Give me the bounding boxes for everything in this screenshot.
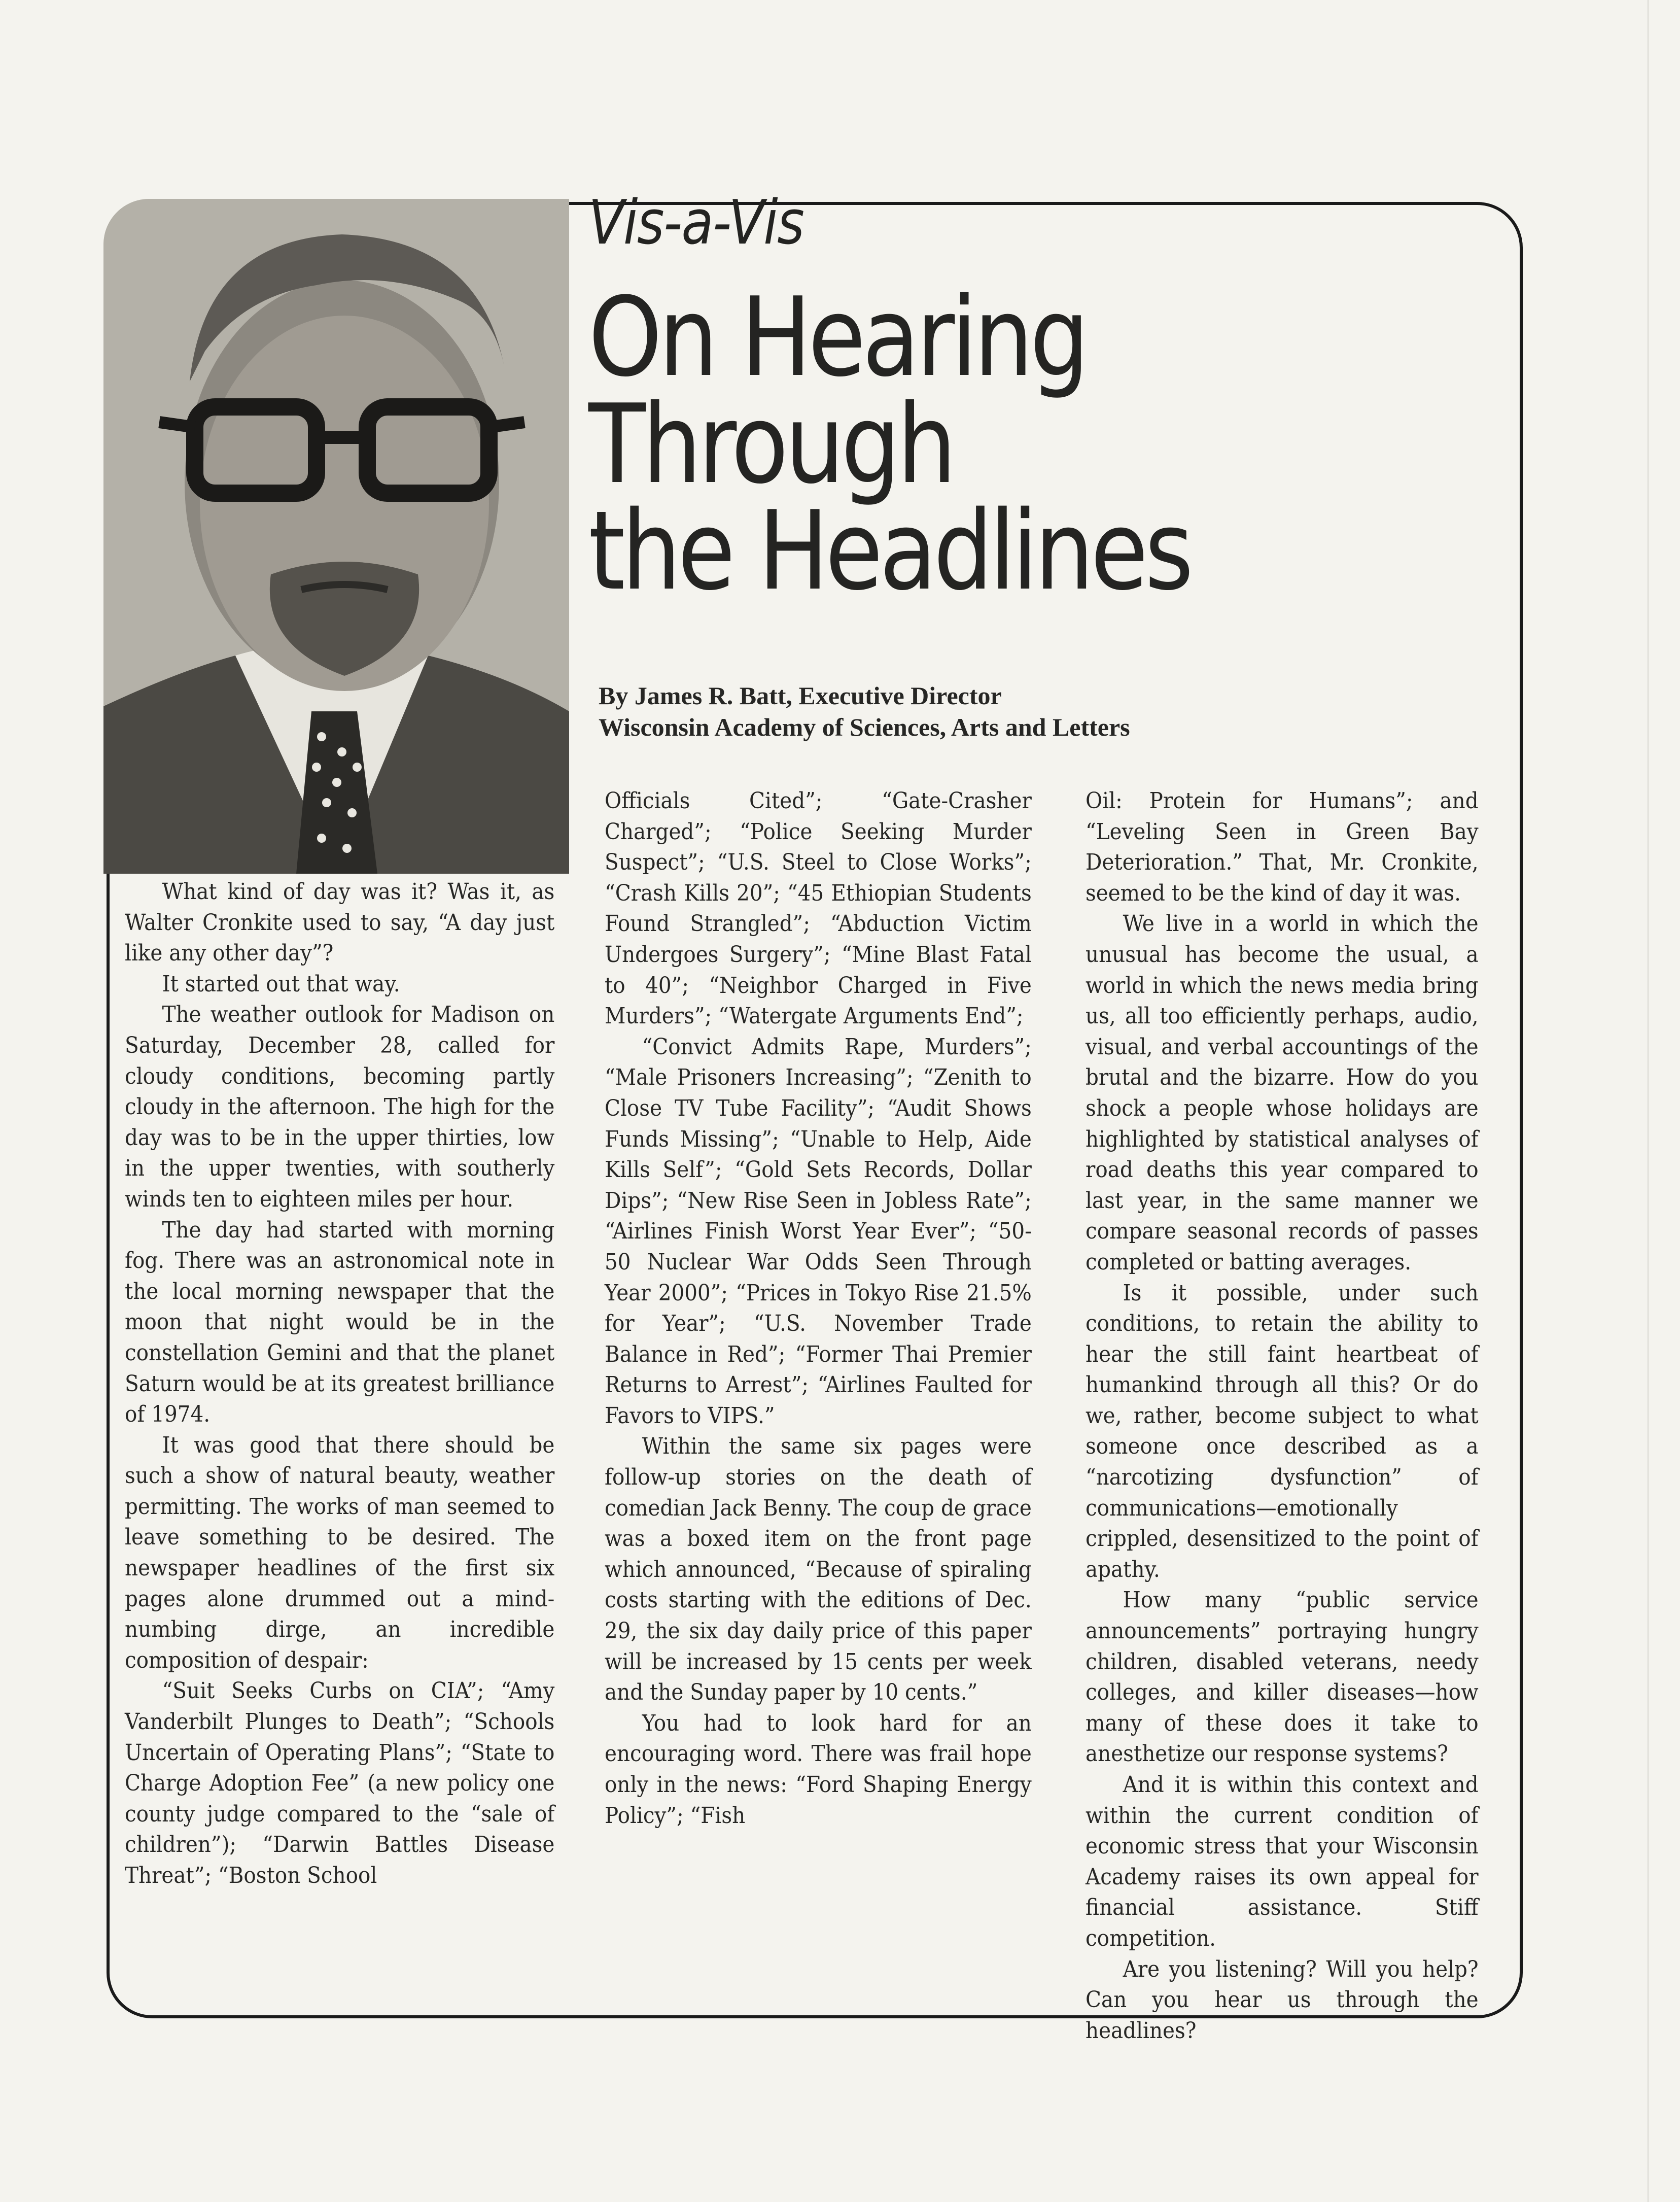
page-fold-line xyxy=(1648,0,1649,2202)
byline-organization: Wisconsin Academy of Sciences, Arts and Letters xyxy=(599,713,1130,741)
article-header xyxy=(588,188,1501,615)
text-column-3 xyxy=(1086,786,1479,2046)
paragraph: Are you listening? Will you help? Can you hear us through the headlines? xyxy=(1086,1956,1479,2044)
article-title: On Hearing Through the Headlines xyxy=(588,273,1191,615)
paragraph: You had to look hard for an encouraging word. There was frail hope only in the news: “Ford Shaping Energy Policy”; “Fish xyxy=(605,1710,1032,1829)
paragraph: How many “public service announcements” portraying hungry children, disabled veterans, needy colleges, and killer diseases—how many of these does it take to anesthetize our response systems? xyxy=(1086,1587,1479,1767)
paragraph: “Suit Seeks Curbs on CIA”; “Amy Vanderbilt Plunges to Death”; “Schools Uncertain of Operating Plans”; “State to Charge Adoption Fee” (a new policy one county judge compared to the “sale of children”); “Darwin Battles Disease Threat”; “Boston School xyxy=(125,1678,555,1888)
paragraph: We live in a world in which the unusual has become the usual, a world in which the news media bring us, all too efficiently perhaps, audio, visual, and verbal accountings of the brutal and the bizarre. How do you shock a people whose holidays are highlighted by statistical analyses of road deaths this year compared to last year, in the same manner we compare seasonal records of passes completed or batting averages. xyxy=(1086,911,1479,1275)
paragraph: It started out that way. xyxy=(162,971,400,997)
paragraph: “Convict Admits Rape, Murders”; “Male Prisoners Increasing”; “Zenith to Close TV Tube Facility”; “Audit Shows Funds Missing”; “Unable to Help, Aide Kills Self”; “Gold Sets Records, Dollar Dips”; “New Rise Seen in Jobless Rate”; “Airlines Finish Worst Year Ever”; “50-50 Nuclear War Odds Seen Through Year 2000”; “Prices in Tokyo Rise 21.5% for Year”; “U.S. November Trade Balance in Red”; “Former Thai Premier Returns to Arrest”; “Airlines Faulted for Favors to VIPS.” xyxy=(605,1034,1032,1429)
paragraph: Is it possible, under such conditions, to retain the ability to hear the still faint heartbeat of humankind through all this? Or do we, rather, become subject to what someone once described as a “narcotizing dysfunction” of communications—emotionally crippled, desensitized to the point of apathy. xyxy=(1086,1280,1479,1582)
paragraph: Oil: Protein for Humans”; and “Leveling Seen in Green Bay Deterioration.” That, Mr. Cronkite, seemed to be the kind of day it was. xyxy=(1086,788,1479,906)
text-column-1 xyxy=(125,877,554,1891)
byline xyxy=(599,680,1130,743)
portrait-illustration xyxy=(103,199,569,874)
paragraph: It was good that there should be such a show of natural beauty, weather permitting. The works of man seemed to leave something to be desired. The newspaper headlines of the first six pages alone drummed out a mind-numbing dirge, an incredible composition of despair: xyxy=(125,1432,555,1673)
author-portrait-photo xyxy=(103,199,569,874)
paragraph: Officials Cited”; “Gate-Crasher Charged”; “Police Seeking Murder Suspect”; “U.S. Steel to Close Works”; “Crash Kills 20”; “45 Ethiopian Students Found Strangled”; “Abduction Victim Undergoes Surgery”; “Mine Blast Fatal to 40”; “Neighbor Charged in Five Murders”; “Watergate Arguments End”; xyxy=(605,788,1032,1029)
paragraph: And it is within this context and within the current condition of economic stress that your Wisconsin Academy raises its own appeal for financial assistance. Stiff competition. xyxy=(1086,1772,1479,1951)
byline-author: By James R. Batt, Executive Director xyxy=(599,681,1002,710)
paragraph: The day had started with morning fog. There was an astronomical note in the local morning newspaper that the moon that night would be in the constellation Gemini and that the planet Saturn would be at its greatest brilliance of 1974. xyxy=(125,1217,555,1428)
paragraph: The weather outlook for Madison on Saturday, December 28, called for cloudy conditions, becoming partly cloudy in the afternoon. The high for the day was to be in the upper thirties, low in the upper twenties, with southerly winds ten to eighteen miles per hour. xyxy=(125,1002,555,1212)
paragraph: Within the same six pages were follow-up stories on the death of comedian Jack Benny. The coup de grace was a boxed item on the front page which announced, “Because of spiraling costs starting with the editions of Dec. 29, the six day daily price of this paper will be increased by 15 cents per week and the Sunday paper by 10 cents.” xyxy=(605,1433,1032,1706)
paragraph: What kind of day was it? Was it, as Walter Cronkite used to say, “A day just like any other day”? xyxy=(125,879,555,967)
text-column-2 xyxy=(605,786,1032,1831)
series-label: Vis-a-Vis xyxy=(588,188,804,258)
